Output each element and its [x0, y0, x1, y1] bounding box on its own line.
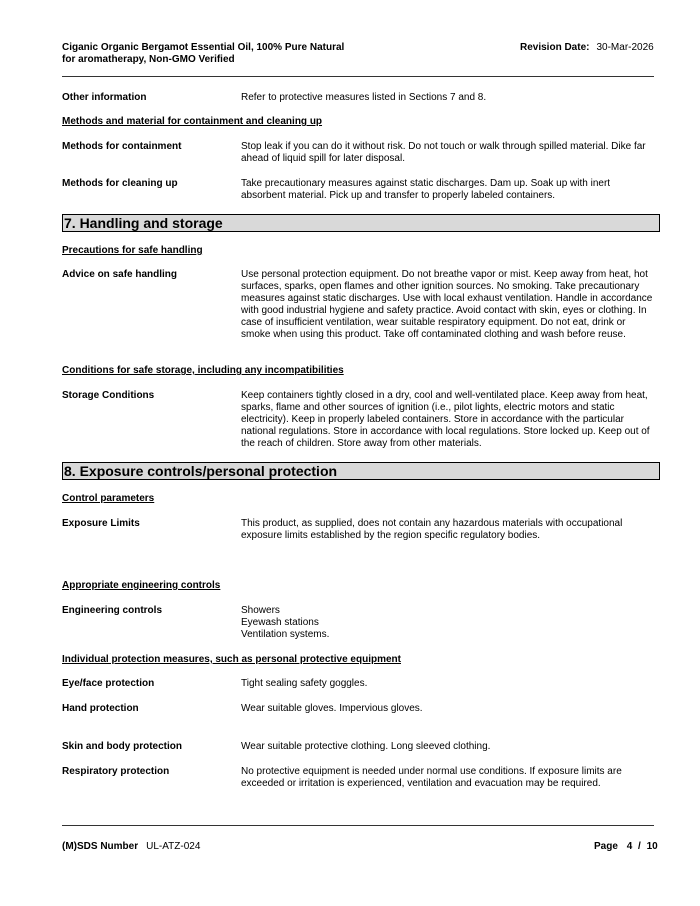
ppe-heading: Individual protection measures, such as personal protective equipment [62, 654, 401, 665]
page-number [594, 841, 658, 853]
cleaning-label: Methods for cleaning up [62, 178, 178, 189]
storage-value: Keep containers tightly closed in a dry, cool and well-ventilated place. Keep away from heat, sparks, flame and other sources of ignition (i.e., pilot lights, electric motors and static electricity). Keep in properly labeled containers. Store in accordance with the particular national regulations. Store in accordance with local regulations. Store locked up. Keep out of the reach of children. Store away from other materials. [241, 390, 650, 449]
page-label: Page [594, 841, 618, 852]
engineering-list [241, 605, 661, 641]
respiratory-protection-value: No protective equipment is needed under normal use conditions. If exposure limits are exceeded or irritation is experienced, ventilation and evacuation may be required. [241, 766, 622, 789]
skin-protection-label: Skin and body protection [62, 741, 183, 752]
hand-protection-label: Hand protection [62, 703, 139, 714]
exposure-limits-label: Exposure Limits [62, 518, 140, 529]
hand-protection-value: Wear suitable gloves. Impervious gloves. [241, 703, 423, 714]
revision-date [520, 42, 654, 54]
engineering-item: Eyewash stations [241, 617, 319, 628]
product-name-line1: Ciganic Organic Bergamot Essential Oil, 100% Pure Natural [62, 42, 345, 53]
skin-protection-value: Wear suitable protective clothing. Long sleeved clothing. [241, 741, 491, 752]
advice-value: Use personal protection equipment. Do not breathe vapor or mist. Keep away from heat, hot surfaces, sparks, open flames and other ignition sources. No smoking. Take precautionary measures against static discharges. Use with local exhaust ventilation. Handle in accordance with good industrial hygiene and safety practice. Avoid contact with skin, eyes or clothing. In case of insufficient ventilation, wear suitable respiratory equipment. Do not eat, drink or smoke when using this product. Take off contaminated clothing and wash before reuse. [241, 269, 653, 340]
sds-number-label: (M)SDS Number [62, 841, 139, 852]
storage-label: Storage Conditions [62, 390, 155, 401]
page-current: 4 [626, 841, 633, 852]
other-information-label: Other information [62, 92, 147, 103]
cleaning-value: Take precautionary measures against static discharges. Dam up. Soak up with inert absorbent material. Pick up and transfer to properly labeled containers. [241, 178, 611, 201]
control-parameters-heading: Control parameters [62, 493, 155, 504]
engineering-label: Engineering controls [62, 605, 163, 616]
containment-value: Stop leak if you can do it without risk. Do not touch or walk through spilled material. Dike far ahead of liquid spill for later disposal. [241, 141, 646, 164]
header-rule [62, 76, 654, 77]
page-total: 10 [646, 841, 658, 852]
revision-date-label: Revision Date: [520, 42, 590, 53]
other-information-value: Refer to protective measures listed in Sections 7 and 8. [241, 92, 487, 103]
containment-label: Methods for containment [62, 141, 182, 152]
storage-heading: Conditions for safe storage, including any incompatibilities [62, 365, 344, 376]
section-8-title: 8. Exposure controls/personal protection [62, 462, 660, 480]
product-name-line2: for aromatherapy, Non-GMO Verified [62, 54, 235, 65]
engineering-heading: Appropriate engineering controls [62, 580, 221, 591]
eye-protection-label: Eye/face protection [62, 678, 155, 689]
footer-rule [62, 825, 654, 826]
page-separator: / [638, 841, 641, 852]
engineering-item: Showers [241, 605, 280, 616]
sds-number [62, 841, 200, 853]
product-name [62, 42, 344, 66]
containment-heading: Methods and material for containment and cleaning up [62, 116, 323, 127]
section-7-title: 7. Handling and storage [62, 214, 660, 232]
precautions-heading: Precautions for safe handling [62, 245, 203, 256]
revision-date-value: 30-Mar-2026 [596, 42, 654, 53]
advice-label: Advice on safe handling [62, 269, 178, 280]
respiratory-protection-label: Respiratory protection [62, 766, 170, 777]
exposure-limits-value: This product, as supplied, does not contain any hazardous materials with occupational exposure limits established by the region specific regulatory bodies. [241, 518, 623, 541]
eye-protection-value: Tight sealing safety goggles. [241, 678, 368, 689]
engineering-item: Ventilation systems. [241, 629, 330, 640]
sds-number-value: UL-ATZ-024 [146, 841, 201, 852]
